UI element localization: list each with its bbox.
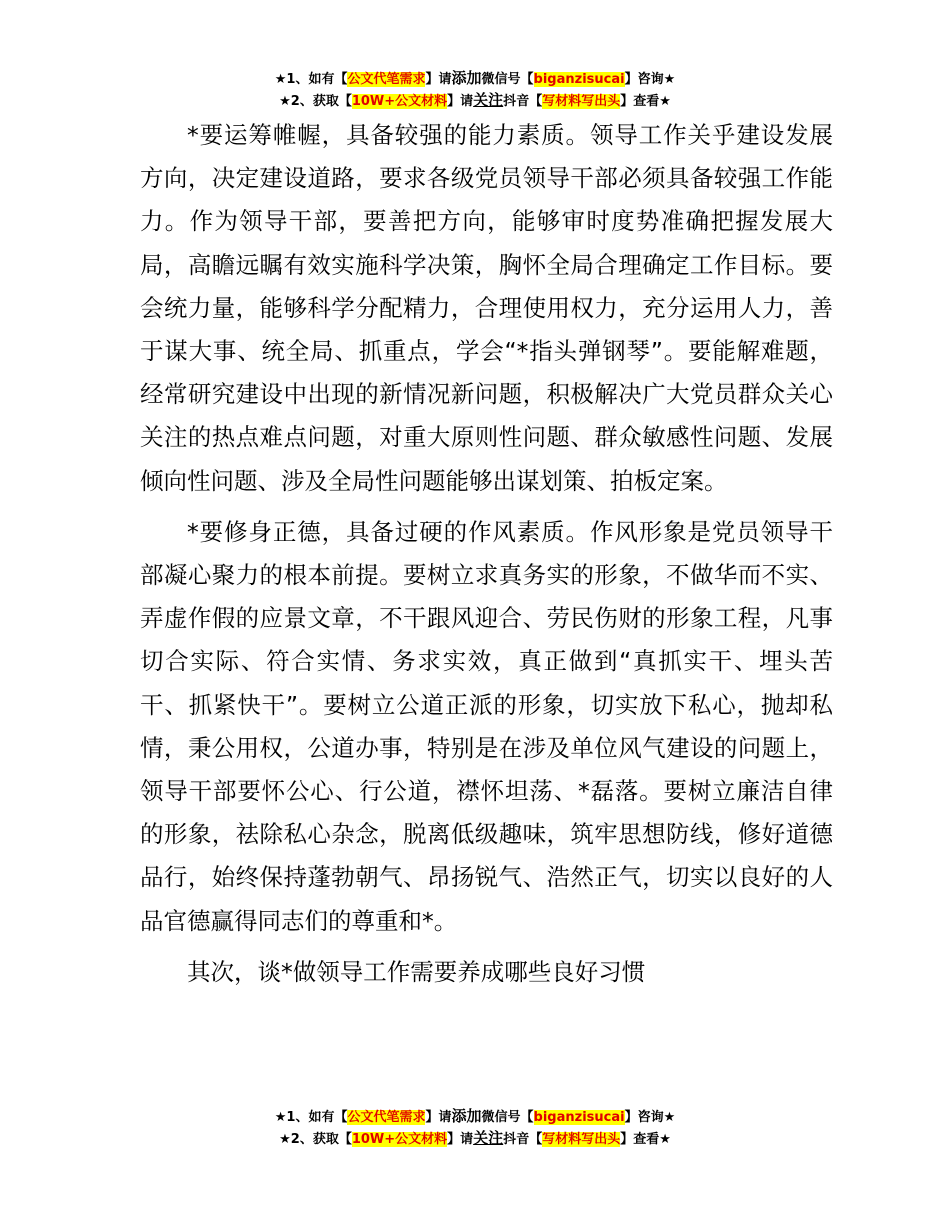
banner-text-emphasis: 添加	[451, 69, 482, 87]
banner-text: 微信号【	[481, 1110, 534, 1125]
paragraph-conduct: *要修身正德，具备过硬的作风素质。作风形象是党员领导干部凝心聚力的根本前提。要树立求真务实的形象，不做华而不实、弄虚作假的应景文章，不干跟风迎合、劳民伤财的形象工程，凡事切合实际、符合实情、务求实效，真正做到“真抓实干、埋头苦干、抓紧快干”。要树立公道正派的形象，切实放下私心，抛却私情，秉公用权，公道办事，特别是在涉及单位风气建设的问题上，领导干部要怀公心、行公道，襟怀坦荡、*磊落。要树立廉洁自律的形象，祛除私心杂念，脱离低级趣味，筑牢思想防线，修好道德品行，始终保持蓬勃朝气、昂扬锐气、浩然正气，切实以良好的人品官德赢得同志们的尊重和*。	[140, 517, 833, 935]
top-banner	[0, 68, 950, 112]
banner-text: 】查看★	[620, 1132, 671, 1147]
banner-text: 抖音【	[503, 94, 543, 109]
banner-text: 微信号【	[481, 72, 534, 87]
highlight-douyin: 写材料写出头	[542, 94, 621, 109]
banner-text: 】查看★	[620, 94, 671, 109]
banner-text-underlined: 关注	[473, 91, 504, 109]
banner-text: 】请	[425, 1110, 452, 1125]
highlight-materials: 10W+公文材料	[351, 94, 448, 109]
banner-text: ★1、如有【	[274, 72, 348, 87]
bottom-banner	[0, 1106, 950, 1150]
banner-line-1	[0, 1106, 950, 1128]
banner-text-emphasis: 添加	[451, 1107, 482, 1125]
highlight-wechat-id: biganzisucai	[533, 1110, 625, 1125]
banner-line-2	[0, 1128, 950, 1150]
banner-text: 】咨询★	[624, 1110, 676, 1125]
banner-text: 】请	[425, 72, 452, 87]
section-heading: 其次，谈*做领导工作需要养成哪些良好习惯	[187, 957, 646, 986]
highlight-wechat-id: biganzisucai	[533, 72, 625, 87]
banner-text: 】咨询★	[624, 72, 676, 87]
highlight-douyin: 写材料写出头	[542, 1132, 621, 1147]
banner-text: 抖音【	[503, 1132, 543, 1147]
document-body	[140, 114, 833, 994]
banner-text: 】请	[447, 1132, 474, 1147]
paragraph-ability: *要运筹帷幄，具备较强的能力素质。领导工作关乎建设发展方向，决定建设道路，要求各级党员领导干部必须具备较强工作能力。作为领导干部，要善把方向，能够审时度势准确把握发展大局，高瞻远瞩有效实施科学决策，胸怀全局合理确定工作目标。要会统力量，能够科学分配精力，合理使用权力，充分运用人力，善于谋大事、统全局、抓重点，学会“*指头弹钢琴”。要能解难题，经常研究建设中出现的新情况新问题，积极解决广大党员群众关心关注的热点难点问题，对重大原则性问题、群众敏感性问题、发展倾向性问题、涉及全局性问题能够出谋划策、拍板定案。	[140, 121, 833, 495]
banner-text: ★1、如有【	[274, 1110, 348, 1125]
banner-text-underlined: 关注	[473, 1129, 504, 1147]
highlight-materials: 10W+公文材料	[351, 1132, 448, 1147]
banner-text: ★2、获取【	[279, 1132, 352, 1147]
banner-line-1	[0, 68, 950, 90]
highlight-service: 公文代笔需求	[347, 72, 426, 87]
banner-text: 】请	[447, 94, 474, 109]
banner-text: ★2、获取【	[279, 94, 352, 109]
banner-line-2	[0, 90, 950, 112]
highlight-service: 公文代笔需求	[347, 1110, 426, 1125]
